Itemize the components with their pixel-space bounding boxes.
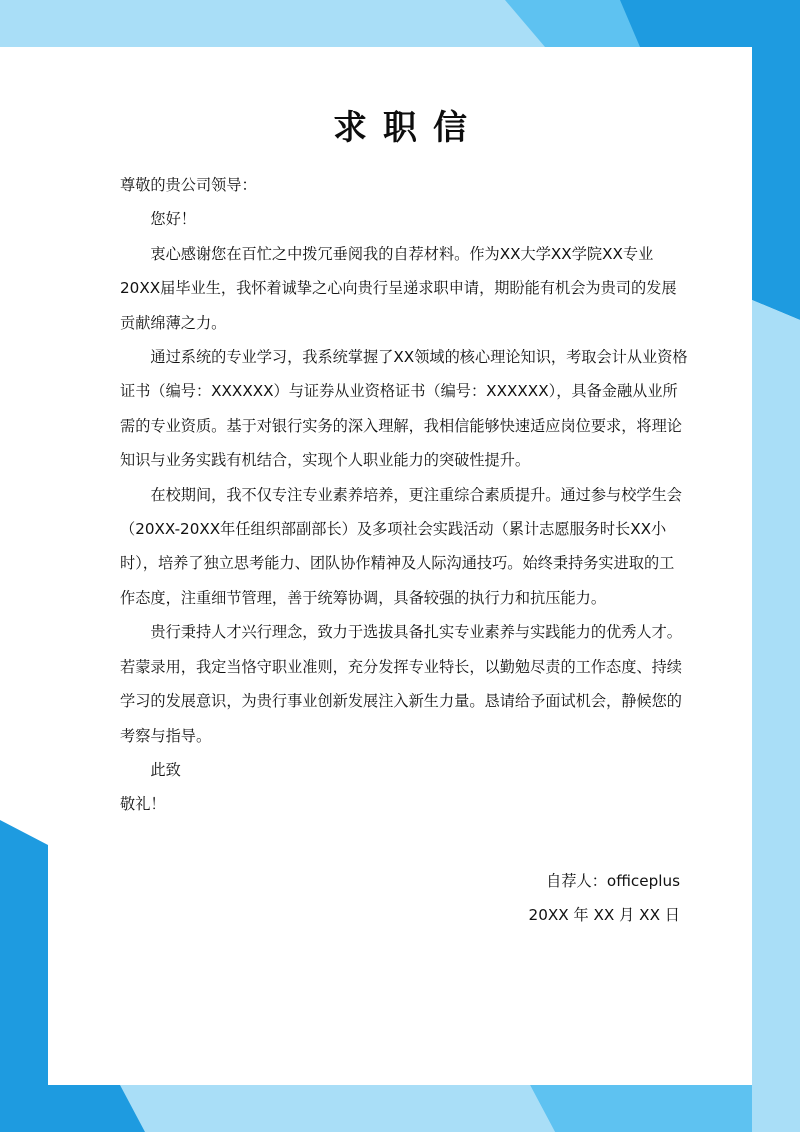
greeting: 您好！ [150,210,196,229]
paragraph-1: 衷心感谢您在百忙之中拨冗垂阅我的自荐材料。作为XX大学XX学院XX专业20XX届毕业生，我怀着诚挚之心向贵行呈递求职申请，期盼能有机会为贵司的发展贡献绵薄之力。 [120,244,677,332]
letter-body [120,168,688,822]
date: 20XX 年 XX 月 XX 日 [528,906,680,925]
right-lower-strip [752,300,800,1132]
paragraph-4: 贵行秉持人才兴行理念，致力于选拔具备扎实专业素养与实践能力的优秀人才。若蒙录用，我定当恪守职业准则，充分发挥专业特长，以勤勉尽责的工作态度、持续学习的发展意识，为贵行事业创新发展注入新生力量。恳请给予面试机会，静候您的考察与指导。 [120,623,682,745]
paragraph-2: 通过系统的专业学习，我系统掌握了XX领域的核心理论知识，考取会计从业资格证书（编号：XXXXXX）与证券从业资格证书（编号：XXXXXX），具备金融从业所需的专业资质。基于对银行实务的深入理解，我相信能够快速适应岗位要求，将理论知识与业务实践有机结合，实现个人职业能力的突破性提升。 [120,348,688,470]
signature-block [120,864,680,933]
top-left-light-stripe [0,0,550,47]
signer: 自荐人：officeplus [546,872,680,890]
closing-1: 此致 [150,760,181,779]
closing-2: 敬礼！ [120,795,166,814]
salutation: 尊敬的贵公司领导： [120,176,257,194]
paragraph-3: 在校期间，我不仅专注专业素养培养，更注重综合素质提升。通过参与校学生会（20XX-20XX年任组织部副部长）及多项社会实践活动（累计志愿服务时长XX小时），培养了独立思考能力、团队协作精神及人际沟通技巧。始终秉持务实进取的工作态度，注重细节管理，善于统筹协调，具备较强的执行力和抗压能力。 [120,485,682,607]
bottom-light-stripe [120,1085,555,1132]
letter-title: 求职信 [333,108,483,148]
